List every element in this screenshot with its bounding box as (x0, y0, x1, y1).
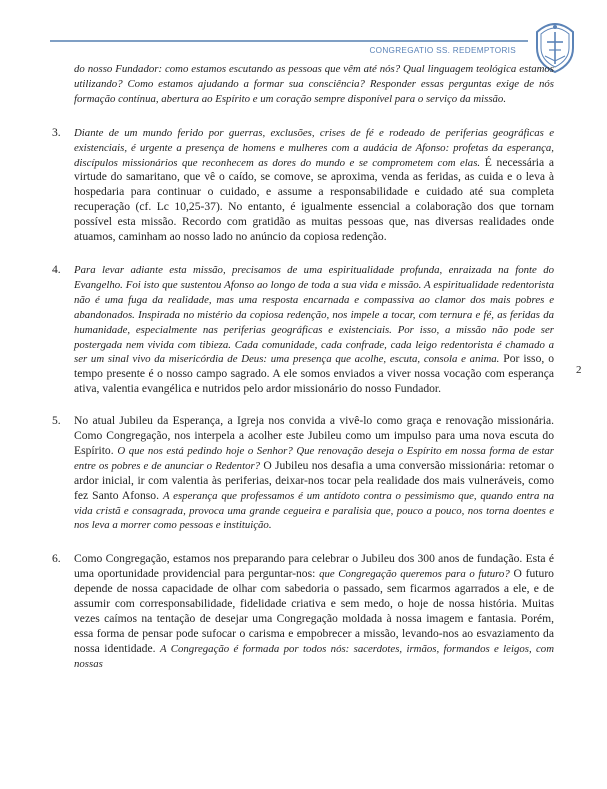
paragraph-3 (52, 125, 554, 245)
italic-text: que Congregação queremos para o futuro? (319, 568, 510, 581)
paragraph-number: 3. (52, 125, 61, 139)
italic-text: A esperança que professamos é um antídoto contra o pessimismo que, quando entra na vida cristã e consagrada, provoca uma grande cegueira e paralisia que, pouco a pouco, nos torna doentes e nos leva a morrer como pessoas e instituição. (74, 489, 554, 532)
body-text: Como Congregação, estamos nos preparando para celebrar o Jubileu dos 300 anos de fundação. Esta é uma oportunidade providencial para perguntar-nos: (74, 552, 554, 581)
body-text: É necessária a virtude do samaritano, que vê o caído, se comove, se aproxima, venda as feridas, as cuida e o leva à hospedaria para continuar o cuidado, e assume a responsabilidade e cuidado até sua completa recuperação (cf. Lc 10,25-37). No entanto, é igualmente essencial a colaboração dos que tornam possível esta missão. Recordo com gratidão as muitas pessoas que, nas diversas realidades onde atuamos, caminham ao nosso lado no anúncio da copiosa redenção. (74, 155, 554, 244)
header-rule (50, 40, 528, 42)
body-text: Por isso, o tempo presente é o nosso campo sagrado. A ele somos enviados a viver nossa vocação com esperança ativa, valentia evangélica e nutridos pelo ardor missionário do nosso Fundador. (74, 352, 554, 396)
body-text: O Jubileu nos desafia a uma conversão missionária: retomar o ardor inicial, ir com valentia às periferias, deixar-nos tocar pela realidade dos mais vulneráveis, como fez Santo Afonso. (74, 458, 554, 502)
page-number: 2 (576, 364, 582, 376)
paragraph-number: 5. (52, 414, 61, 428)
body-text: O futuro depende de nossa capacidade de olhar com sabedoria o passado, sem ficarmos agarrados a ele, e de assumir com corresponsabilidade, fidelidade criativa e sem medo, o hoje de nossa história. Muitas vezes caímos na tentação de desejar uma Congregação moldada à nossa imagem e fantasia. Porém, essa forma de pensar pode sufocar o carisma e empobrecer a missão, levando-nos ao esvaziamento da nossa identidade. (74, 567, 554, 655)
paragraph-5 (52, 414, 555, 533)
italic-text: Para levar adiante esta missão, precisamos de uma espiritualidade profunda, enraizada na fonte do Evangelho. Foi isto que sustentou Afonso ao longo de toda a sua vida e missão. A espiritualidade redentorista não é uma fuga da realidade, mas uma resposta encarnada e compassiva ao clamor dos mais pobres e abandonados. Inspirada no mistério da copiosa redenção, nos impele a tocar, com ternura e fé, as feridas da humanidade, especialmente nas periferias geográficas e existenciais. Por isso, a missão não pode ser postergada nem vivida com tibieza. Cada comunidade, cada confrade, cada leigo redentorista é chamado a ser um sinal vivo da misericórdia de Deus: uma presença que acolhe, escuta, consola e anima. (74, 263, 554, 366)
italic-text: O que nos está pedindo hoje o Senhor? Que renovação deseja o Espírito em nossa forma de estar entre os pobres e de anunciar o Redentor? (74, 444, 555, 472)
paragraph-number: 4. (52, 262, 61, 276)
italic-text: do nosso Fundador: como estamos escutando as pessoas que vêm até nós? Qual linguagem teológica estamos utilizando? Como estamos ajudando a formar sua consciência? Responder essas perguntas exige de nós formação contínua, abertura ao Espírito e um coração sempre disponível para o serviço da missão. (74, 63, 554, 105)
italic-text: A Congregação é formada por todos nós: sacerdotes, irmãos, formandos e leigos, com nossas (74, 642, 554, 670)
paragraph-6 (52, 552, 554, 671)
paragraph-number: 6. (52, 552, 61, 566)
header-org-name: CONGREGATIO SS. REDEMPTORIS (369, 46, 516, 55)
body-text: No atual Jubileu da Esperança, a Igreja nos convida a vivê-lo como graça e renovação missionária. Como Congregação, nos interpela a acolher este Jubileu como um impulso para uma nova escuta do Espírito. (74, 414, 554, 457)
italic-text: Diante de um mundo ferido por guerras, exclusões, crises de fé e rodeado de periferias geográficas e existenciais, é urgente a presença de homens e mulheres com a audácia de Afonso: profetas da esperança, discípulos missionários que reconhecem as dores do mundo e se comprometem com elas. (74, 126, 554, 169)
paragraph-2-continuation (74, 62, 554, 107)
paragraph-4 (52, 262, 554, 397)
document-body (52, 62, 555, 672)
